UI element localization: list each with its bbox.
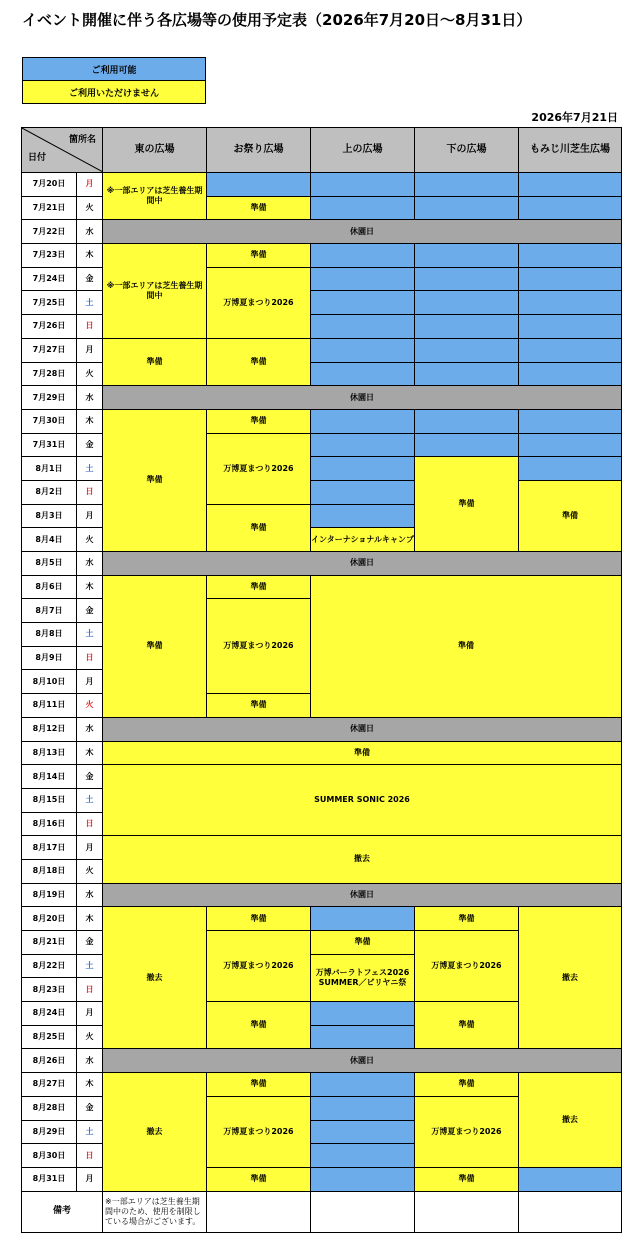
event-cell: 準備 xyxy=(311,931,415,955)
date-cell: 8月16日 xyxy=(22,812,77,836)
closed-day-cell: 休園日 xyxy=(103,552,622,576)
weekday-cell: 火 xyxy=(77,196,103,220)
date-cell: 7月23日 xyxy=(22,244,77,268)
date-cell: 8月3日 xyxy=(22,504,77,528)
event-cell: 万博夏まつり2026 xyxy=(207,1096,311,1167)
date-cell: 7月26日 xyxy=(22,315,77,339)
date-cell: 8月31日 xyxy=(22,1167,77,1191)
date-cell: 7月22日 xyxy=(22,220,77,244)
weekday-cell: 木 xyxy=(77,1073,103,1097)
event-cell: 準備 xyxy=(207,907,311,931)
weekday-cell: 火 xyxy=(77,694,103,718)
remarks-cell xyxy=(311,1191,415,1232)
weekday-cell: 土 xyxy=(77,954,103,978)
available-cell xyxy=(311,1120,415,1144)
weekday-cell: 日 xyxy=(77,1144,103,1168)
closed-day-cell: 休園日 xyxy=(103,883,622,907)
date-cell: 7月29日 xyxy=(22,386,77,410)
weekday-cell: 月 xyxy=(77,1002,103,1026)
table-row xyxy=(22,220,622,244)
event-cell: SUMMER SONIC 2026 xyxy=(103,765,622,836)
weekday-cell: 火 xyxy=(77,362,103,386)
event-cell: 準備 xyxy=(415,1073,519,1097)
table-row xyxy=(22,836,622,860)
date-cell: 8月7日 xyxy=(22,599,77,623)
schedule-body xyxy=(22,173,622,1192)
date-cell: 8月21日 xyxy=(22,931,77,955)
weekday-cell: 土 xyxy=(77,788,103,812)
weekday-cell: 土 xyxy=(77,291,103,315)
weekday-cell: 水 xyxy=(77,883,103,907)
available-cell xyxy=(311,267,415,291)
date-cell: 7月21日 xyxy=(22,196,77,220)
available-cell xyxy=(311,409,415,433)
date-cell: 8月8日 xyxy=(22,623,77,647)
event-cell: 撤去 xyxy=(103,1073,207,1191)
date-cell: 8月29日 xyxy=(22,1120,77,1144)
available-cell xyxy=(415,244,519,268)
remarks-cell xyxy=(415,1191,519,1232)
table-row xyxy=(22,409,622,433)
date-cell: 8月11日 xyxy=(22,694,77,718)
place-header-momiji: もみじ川芝生広場 xyxy=(519,128,622,173)
closed-day-cell: 休園日 xyxy=(103,220,622,244)
available-cell xyxy=(311,315,415,339)
available-cell xyxy=(311,1096,415,1120)
event-cell: 準備 xyxy=(415,907,519,931)
event-cell: 準備 xyxy=(103,575,207,717)
weekday-cell: 月 xyxy=(77,1167,103,1191)
available-cell xyxy=(415,173,519,197)
weekday-cell: 月 xyxy=(77,338,103,362)
weekday-cell: 水 xyxy=(77,386,103,410)
weekday-cell: 日 xyxy=(77,480,103,504)
date-cell: 8月27日 xyxy=(22,1073,77,1097)
available-cell xyxy=(311,291,415,315)
available-cell xyxy=(311,1025,415,1049)
weekday-cell: 月 xyxy=(77,836,103,860)
table-row xyxy=(22,1073,622,1097)
remarks-cell xyxy=(519,1191,622,1232)
weekday-cell: 金 xyxy=(77,599,103,623)
remarks-row xyxy=(22,1191,622,1232)
available-cell xyxy=(519,433,622,457)
event-cell: 準備 xyxy=(207,575,311,599)
table-row xyxy=(22,338,622,362)
available-cell xyxy=(207,173,311,197)
event-cell: 準備 xyxy=(207,338,311,385)
available-cell xyxy=(519,409,622,433)
available-cell xyxy=(519,338,622,362)
available-cell xyxy=(311,244,415,268)
weekday-cell: 金 xyxy=(77,267,103,291)
available-cell xyxy=(519,267,622,291)
weekday-cell: 水 xyxy=(77,1049,103,1073)
legend-unavailable: ご利用いただけません xyxy=(23,81,206,104)
available-cell xyxy=(519,196,622,220)
date-cell: 8月28日 xyxy=(22,1096,77,1120)
available-cell xyxy=(415,315,519,339)
available-cell xyxy=(311,907,415,931)
available-cell xyxy=(311,433,415,457)
table-row xyxy=(22,765,622,789)
weekday-cell: 月 xyxy=(77,670,103,694)
available-cell xyxy=(415,433,519,457)
available-cell xyxy=(311,1002,415,1026)
weekday-cell: 金 xyxy=(77,1096,103,1120)
table-row xyxy=(22,552,622,576)
event-cell: ※一部エリアは芝生養生期間中 xyxy=(103,173,207,220)
weekday-cell: 日 xyxy=(77,978,103,1002)
table-row xyxy=(22,741,622,765)
event-cell: 準備 xyxy=(207,504,311,551)
date-cell: 8月25日 xyxy=(22,1025,77,1049)
table-row xyxy=(22,1049,622,1073)
available-cell xyxy=(519,362,622,386)
weekday-cell: 日 xyxy=(77,646,103,670)
date-cell: 8月15日 xyxy=(22,788,77,812)
event-cell: 準備 xyxy=(207,244,311,268)
event-cell: 撤去 xyxy=(519,907,622,1049)
event-cell: 準備 xyxy=(207,694,311,718)
available-cell xyxy=(519,457,622,481)
event-cell: 準備 xyxy=(415,1167,519,1191)
event-cell: インターナショナルキャンプ xyxy=(311,528,415,552)
date-cell: 8月26日 xyxy=(22,1049,77,1073)
weekday-cell: 火 xyxy=(77,528,103,552)
event-cell: 準備 xyxy=(103,741,622,765)
weekday-cell: 日 xyxy=(77,812,103,836)
place-header-east: 東の広場 xyxy=(103,128,207,173)
date-cell: 8月4日 xyxy=(22,528,77,552)
date-cell: 8月5日 xyxy=(22,552,77,576)
closed-day-cell: 休園日 xyxy=(103,717,622,741)
event-cell: 撤去 xyxy=(103,907,207,1049)
weekday-cell: 木 xyxy=(77,575,103,599)
event-cell: 準備 xyxy=(311,575,622,717)
available-cell xyxy=(519,315,622,339)
available-cell xyxy=(311,338,415,362)
weekday-cell: 木 xyxy=(77,244,103,268)
place-header-upper: 上の広場 xyxy=(311,128,415,173)
date-cell: 7月30日 xyxy=(22,409,77,433)
event-cell: 準備 xyxy=(207,409,311,433)
remarks-cell: ※一部エリアは芝生養生期間中のため、使用を制限している場合がございます。 xyxy=(103,1191,207,1232)
weekday-cell: 月 xyxy=(77,504,103,528)
available-cell xyxy=(415,338,519,362)
available-cell xyxy=(311,362,415,386)
event-cell: 準備 xyxy=(207,1002,311,1049)
table-row xyxy=(22,717,622,741)
available-cell xyxy=(519,1167,622,1191)
date-cell: 7月28日 xyxy=(22,362,77,386)
weekday-cell: 火 xyxy=(77,1025,103,1049)
event-cell: 準備 xyxy=(103,338,207,385)
available-cell xyxy=(415,362,519,386)
weekday-cell: 月 xyxy=(77,173,103,197)
table-row xyxy=(22,907,622,931)
weekday-cell: 日 xyxy=(77,315,103,339)
available-cell xyxy=(311,173,415,197)
weekday-cell: 木 xyxy=(77,741,103,765)
weekday-cell: 火 xyxy=(77,859,103,883)
date-cell: 8月20日 xyxy=(22,907,77,931)
weekday-cell: 金 xyxy=(77,433,103,457)
available-cell xyxy=(519,244,622,268)
date-cell: 7月20日 xyxy=(22,173,77,197)
event-cell: ※一部エリアは芝生養生期間中 xyxy=(103,244,207,339)
date-cell: 8月6日 xyxy=(22,575,77,599)
place-header-festival: お祭り広場 xyxy=(207,128,311,173)
weekday-cell: 土 xyxy=(77,623,103,647)
schedule-table xyxy=(21,127,622,1233)
date-cell: 7月31日 xyxy=(22,433,77,457)
available-cell xyxy=(311,457,415,481)
event-cell: 準備 xyxy=(207,1167,311,1191)
available-cell xyxy=(415,291,519,315)
event-cell: 万博夏まつり2026 xyxy=(207,433,311,504)
date-cell: 8月10日 xyxy=(22,670,77,694)
date-cell: 8月14日 xyxy=(22,765,77,789)
event-cell: 万博夏まつり2026 xyxy=(207,267,311,338)
corner-header xyxy=(22,128,103,173)
available-cell xyxy=(519,291,622,315)
event-cell: 準備 xyxy=(415,1002,519,1049)
available-cell xyxy=(311,480,415,504)
date-cell: 8月13日 xyxy=(22,741,77,765)
event-cell: 準備 xyxy=(103,409,207,551)
weekday-cell: 金 xyxy=(77,765,103,789)
table-row xyxy=(22,244,622,268)
event-cell: 撤去 xyxy=(519,1073,622,1168)
date-label: 日付 xyxy=(28,152,47,163)
event-cell: 準備 xyxy=(207,1073,311,1097)
available-cell xyxy=(311,196,415,220)
remarks-label: 備考 xyxy=(22,1191,103,1232)
date-cell: 8月19日 xyxy=(22,883,77,907)
weekday-cell: 水 xyxy=(77,220,103,244)
event-cell: 万博夏まつり2026 xyxy=(207,599,311,694)
date-cell: 8月12日 xyxy=(22,717,77,741)
weekday-cell: 木 xyxy=(77,409,103,433)
weekday-cell: 土 xyxy=(77,1120,103,1144)
date-cell: 8月30日 xyxy=(22,1144,77,1168)
event-cell: 準備 xyxy=(519,480,622,551)
legend xyxy=(22,57,206,104)
weekday-cell: 土 xyxy=(77,457,103,481)
legend-available: ご利用可能 xyxy=(23,58,206,81)
date-cell: 7月25日 xyxy=(22,291,77,315)
table-row xyxy=(22,173,622,197)
remarks-cell xyxy=(207,1191,311,1232)
date-cell: 7月24日 xyxy=(22,267,77,291)
available-cell xyxy=(519,173,622,197)
event-cell: 準備 xyxy=(415,457,519,552)
closed-day-cell: 休園日 xyxy=(103,386,622,410)
date-cell: 8月18日 xyxy=(22,859,77,883)
weekday-cell: 水 xyxy=(77,717,103,741)
table-row xyxy=(22,386,622,410)
date-cell: 8月2日 xyxy=(22,480,77,504)
place-header-lower: 下の広場 xyxy=(415,128,519,173)
event-cell: 万博夏まつり2026 xyxy=(207,931,311,1002)
available-cell xyxy=(311,1144,415,1168)
available-cell xyxy=(311,1073,415,1097)
date-cell: 8月9日 xyxy=(22,646,77,670)
date-cell: 8月22日 xyxy=(22,954,77,978)
date-cell: 8月23日 xyxy=(22,978,77,1002)
date-cell: 8月1日 xyxy=(22,457,77,481)
event-cell: 撤去 xyxy=(103,836,622,883)
event-cell: 万博夏まつり2026 xyxy=(415,1096,519,1167)
page-title: イベント開催に伴う各広場等の使用予定表（2026年7月20日〜8月31日） xyxy=(22,11,532,29)
available-cell xyxy=(311,1167,415,1191)
updated-date: 2026年7月21日 xyxy=(531,111,618,124)
weekday-cell: 水 xyxy=(77,552,103,576)
table-row xyxy=(22,575,622,599)
place-label: 箇所名 xyxy=(68,135,96,145)
table-row xyxy=(22,883,622,907)
date-cell: 7月27日 xyxy=(22,338,77,362)
available-cell xyxy=(415,196,519,220)
available-cell xyxy=(415,409,519,433)
available-cell xyxy=(311,504,415,528)
weekday-cell: 金 xyxy=(77,931,103,955)
weekday-cell: 木 xyxy=(77,907,103,931)
date-cell: 8月24日 xyxy=(22,1002,77,1026)
available-cell xyxy=(415,267,519,291)
event-cell: 準備 xyxy=(207,196,311,220)
closed-day-cell: 休園日 xyxy=(103,1049,622,1073)
header-row xyxy=(22,128,622,173)
event-cell: 万博バーラトフェス2026 SUMMER／ビリヤニ祭 xyxy=(311,954,415,1001)
event-cell: 万博夏まつり2026 xyxy=(415,931,519,1002)
date-cell: 8月17日 xyxy=(22,836,77,860)
